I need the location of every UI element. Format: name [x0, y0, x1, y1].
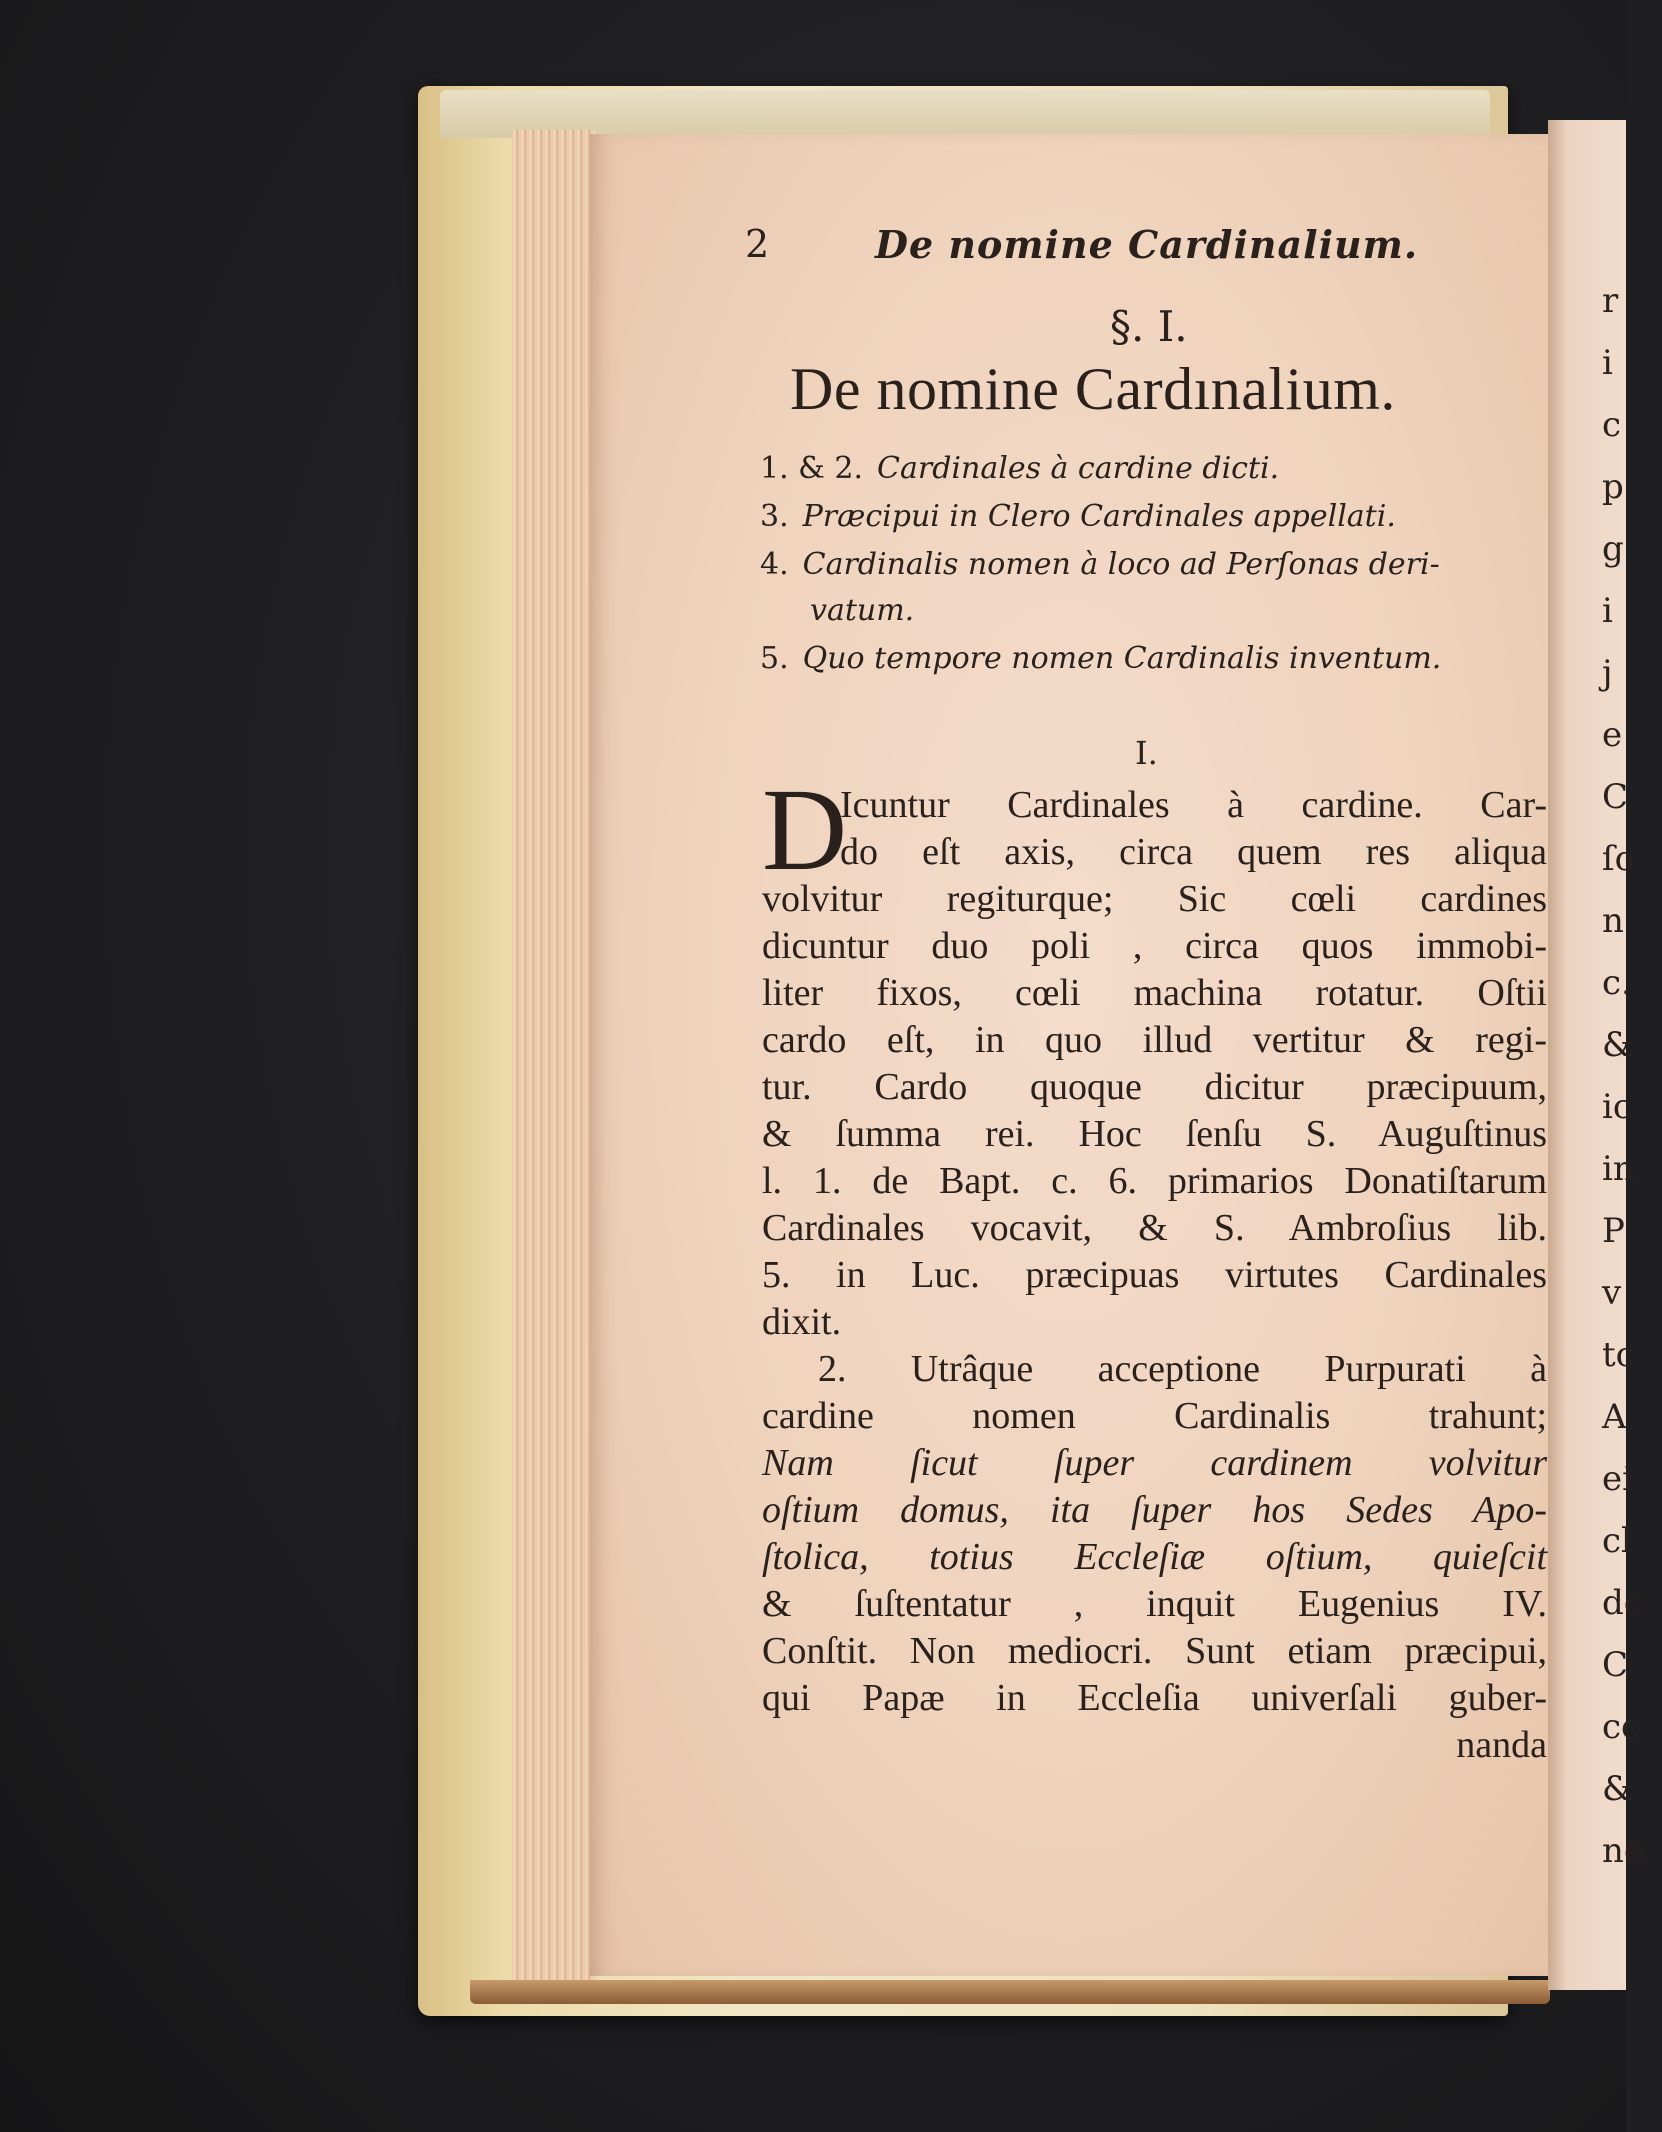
summary-item [760, 636, 1550, 682]
facing-page-fragment: n [1602, 901, 1624, 941]
facing-page-fragment: p [1602, 467, 1624, 507]
body-line: Cardinales vocavit, & S. Ambroſius lib. [762, 1207, 1547, 1249]
summary-item-number: 4. [760, 547, 789, 582]
facing-page-fragment: c [1602, 405, 1622, 445]
body-text [762, 764, 1547, 1769]
drop-cap: D [762, 764, 848, 895]
summary-item-text: Quo tempore nomen Cardinalis inventum. [802, 641, 1442, 676]
facing-page-fragment: ne [1602, 1831, 1645, 1871]
body-line: liter fixos, cœli machina rotatur. Oſtii [762, 972, 1547, 1014]
body-line: qui Papæ in Eccleſia univerſali guber- [762, 1677, 1547, 1719]
facing-page-fragment: cc [1602, 1707, 1641, 1747]
page-number: 2 [745, 222, 770, 266]
facing-page-fragment: C [1602, 1645, 1629, 1685]
catchword: nanda [1456, 1724, 1547, 1766]
running-head [745, 222, 1435, 274]
summary-item-text: Cardinales à cardine dicti. [877, 451, 1280, 486]
body-line: Nam ſicut ſuper cardinem volvitur [762, 1442, 1547, 1484]
facing-page-fragment: & [1602, 1769, 1633, 1809]
facing-page-fragment: r [1602, 281, 1619, 321]
summary-list [760, 446, 1550, 684]
body-line: volvitur regiturque; Sic cœli cardines [762, 878, 1547, 920]
book-cover-top [440, 90, 1490, 138]
summary-item [760, 494, 1550, 540]
facing-page-fragment: cl [1602, 1521, 1632, 1561]
body-line: ſtolica, totius Eccleſiæ oſtium, quieſcit [762, 1536, 1547, 1578]
facing-page-text [1602, 270, 1662, 1882]
facing-page [1548, 120, 1645, 1990]
facing-page-fragment: tc [1602, 1335, 1635, 1375]
body-line: tur. Cardo quoque dicitur præcipuum, [762, 1066, 1547, 1108]
facing-page-fragment: i [1602, 591, 1613, 631]
body-line: l. 1. de Bapt. c. 6. primarios Donatiſtarum [762, 1160, 1547, 1202]
page-edges [512, 130, 596, 1982]
summary-item-text: Cardinalis nomen à loco ad Perſonas deri- [802, 547, 1440, 582]
running-head-title: De nomine Cardinalium. [875, 222, 1419, 267]
paragraph-number: I. [1135, 734, 1158, 772]
body-line: dixit. [762, 1301, 842, 1343]
body-line: cardine nomen Cardinalis trahunt; [762, 1395, 1547, 1437]
facing-page-fragment: ſo [1602, 839, 1636, 879]
summary-item-number: 5. [760, 641, 789, 676]
body-line: oſtium domus, ita ſuper hos Sedes Apo- [762, 1489, 1547, 1531]
summary-item-number: 1. & 2. [760, 451, 864, 486]
body-line: & ſumma rei. Hoc ſenſu S. Auguſtinus [762, 1113, 1547, 1155]
facing-page-fragment: P [1602, 1211, 1625, 1251]
summary-item [760, 446, 1550, 492]
body-line: 2. Utrâque acceptione Purpurati à [818, 1348, 1547, 1390]
section-mark: §. I. [1110, 302, 1188, 351]
summary-item [760, 542, 1550, 634]
body-line: 5. in Luc. præcipuas virtutes Cardinales [762, 1254, 1547, 1296]
body-line: cardo eſt, in quo illud vertitur & regi- [762, 1019, 1547, 1061]
facing-page-fragment: & [1602, 1025, 1633, 1065]
facing-page-fragment: c. [1602, 963, 1632, 1003]
facing-page-fragment: A [1602, 1397, 1627, 1437]
summary-item-text: Præcipui in Clero Cardinales appellati. [802, 499, 1396, 534]
facing-page-fragment: dc [1602, 1583, 1643, 1623]
body-line: & ſuſtentatur , inquit Eugenius IV. [762, 1583, 1547, 1625]
facing-page-fragment: ic [1602, 1087, 1632, 1127]
body-line: Conſtit. Non mediocri. Sunt etiam præcipui, [762, 1630, 1547, 1672]
section-title: De nomine Cardınalium. [790, 356, 1396, 422]
facing-page-fragment: i [1602, 343, 1613, 383]
facing-page-fragment: C [1602, 777, 1629, 817]
facing-page-fragment: g [1602, 529, 1624, 569]
facing-page-fragment: e [1602, 715, 1623, 755]
summary-item-continuation: vatum. [810, 593, 915, 628]
facing-page-fragment: ei [1602, 1459, 1633, 1499]
body-line: do eſt axis, circa quem res aliqua [840, 831, 1547, 873]
body-line: Icuntur Cardinales à cardine. Car- [840, 784, 1547, 826]
summary-item-number: 3. [760, 499, 789, 534]
body-line: dicuntur duo poli , circa quos immobi- [762, 925, 1547, 967]
facing-page-fragment: in [1602, 1149, 1635, 1189]
facing-page-fragment: v [1602, 1273, 1622, 1313]
facing-page-fragment: j [1602, 653, 1613, 693]
book-bottom-edge [470, 1980, 1550, 2004]
